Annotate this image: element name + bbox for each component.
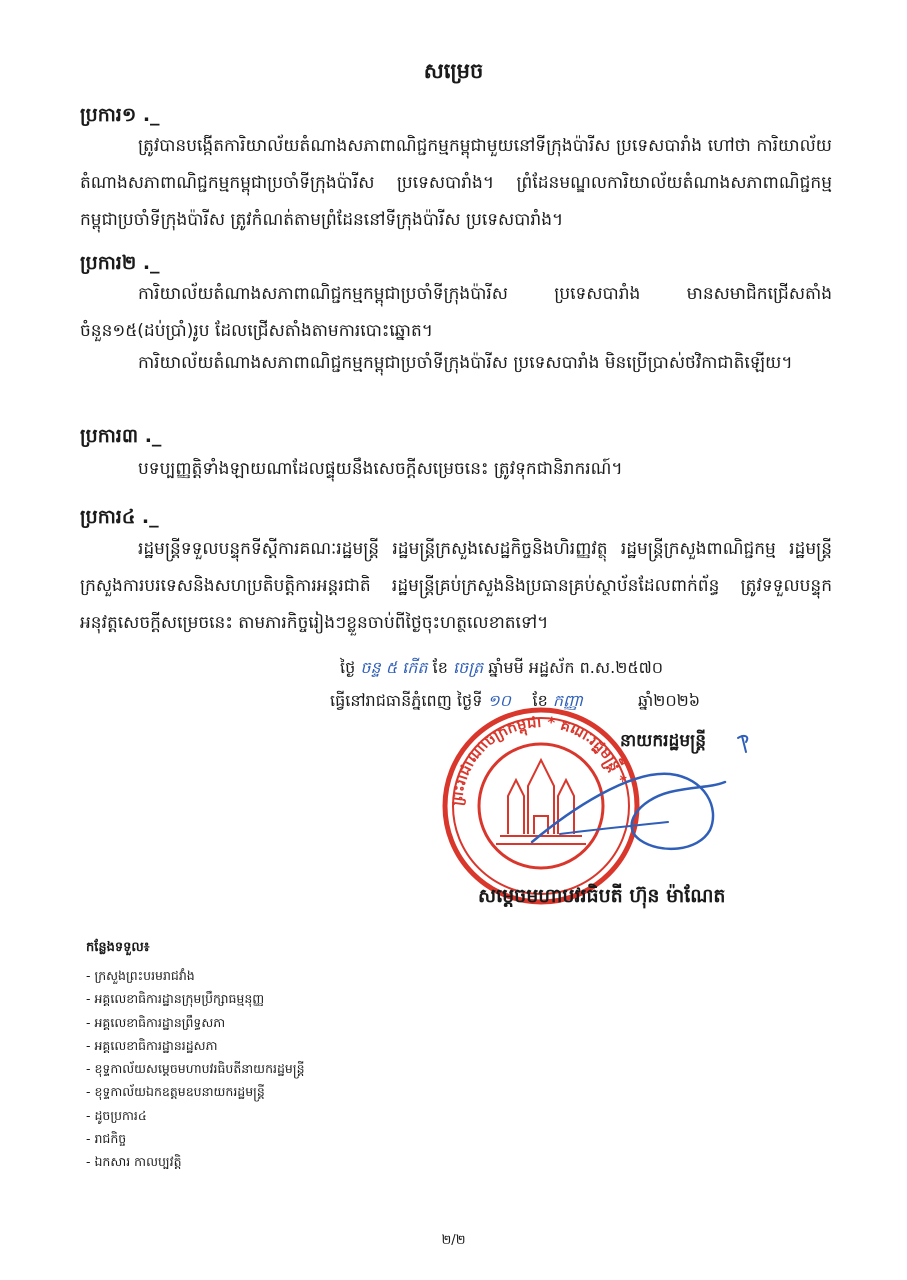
- article-4-heading: ប្រការ៤ ._: [80, 506, 159, 528]
- list-item: - ខុទ្ទកាល័យឯកឧត្តមឧបនាយករដ្ឋមន្ត្រី: [86, 1084, 265, 1100]
- lunar-date-line: ថ្ងៃ ចន្ទ ៥ កើត ខែ ចេត្រ ឆ្នាំមមី អដ្ឋស័ក ព.ស.២៥៧០: [340, 658, 664, 677]
- list-item: - អគ្គលេខាធិការដ្ឋានក្រុមប្រឹក្សាធម្មនុញ្ញ: [86, 991, 265, 1007]
- list-item: - ដូចប្រការ៤: [86, 1107, 147, 1123]
- article-2-paragraph-2: ការិយាល័យតំណាងសភាពាណិជ្ជកម្មកម្ពុជាប្រចាំទីក្រុងប៉ារីស ប្រទេសបារាំង មិនប្រើប្រាស់ថវិកាជាតិឡើយ។: [138, 353, 793, 373]
- list-item: - រាជកិច្ច: [86, 1131, 127, 1147]
- svg-text:ព្រះរាជាណាចក្រកម្ពុជា * គណៈរដ្: ព្រះរាជាណាចក្រកម្ពុជា * គណៈរដ្ឋមន្ត្រី *: [447, 712, 631, 807]
- signatory-name: សម្តេចមហាបវរធិបតី ហ៊ុន ម៉ាណែត: [478, 885, 726, 907]
- article-1-heading: ប្រការ១ ._: [80, 104, 160, 126]
- document-title: សម្រេច: [423, 59, 484, 83]
- civil-date-line: ធ្វើនៅរាជធានីភ្នំពេញ ថ្ងៃទី ១០ ខែ កញ្ញា ឆ្នាំ២០២៦: [330, 691, 701, 710]
- article-3-paragraph: បទប្បញ្ញត្តិទាំងឡាយណាដែលផ្ទុយនឹងសេចក្តីសម្រេចនេះ ត្រូវទុកជានិរាករណ៍។: [138, 459, 623, 479]
- list-item: - អគ្គលេខាធិការដ្ឋានរដ្ឋសភា: [86, 1037, 218, 1053]
- list-item: - អគ្គលេខាធិការដ្ឋានព្រឹទ្ធសភា: [86, 1014, 226, 1030]
- article-1-paragraph: ត្រូវបានបង្កើតការិយាល័យតំណាងសភាពាណិជ្ជកម្មកម្ពុជាមួយនៅទីក្រុងប៉ារីស ប្រទេសបារាំង ហៅថា ការិយាល័យតំណាងសភាពាណិជ្ជកម្មកម្ពុជាប្រចាំទីក្រុងប៉ារីស ប្រទេសបារាំង។ ព្រំដែនមណ្ឌលការិយាល័យតំណាងសភាពាណិជ្ជកម្មកម្ពុជាប្រចាំទីក្រុងប៉ារីស ត្រូវកំណត់តាមព្រំដែននៅទីក្រុងប៉ារីស ប្រទេសបារាំង។: [80, 136, 832, 230]
- article-3-heading: ប្រការ៣ ._: [80, 425, 162, 447]
- recipients-list: [86, 964, 305, 1174]
- list-item: - ក្រសួងព្រះបរមរាជវាំង: [86, 968, 195, 983]
- page-number: ២/២: [441, 1233, 466, 1248]
- recipients-title: កន្លែងទទួល៖: [86, 940, 150, 955]
- list-item: - ខុទ្ទកាល័យសម្តេចមហាបវរធិបតីនាយករដ្ឋមន្ត្រី: [86, 1061, 305, 1077]
- signatory-role: នាយករដ្ឋមន្ត្រី: [620, 731, 706, 751]
- list-item: - ឯកសារ កាលប្បវត្តិ: [86, 1154, 182, 1170]
- article-2-heading: ប្រការ២ ._: [80, 252, 160, 274]
- article-4-paragraph: រដ្ឋមន្ត្រីទទួលបន្ទុកទីស្តីការគណៈរដ្ឋមន្ត្រី រដ្ឋមន្ត្រីក្រសួងសេដ្ឋកិច្ចនិងហិរញ្ញវត្ថុ រដ្ឋមន្ត្រីក្រសួងពាណិជ្ជកម្ម រដ្ឋមន្ត្រីក្រសួងការបរទេសនិងសហប្រតិបត្តិការអន្តរជាតិ រដ្ឋមន្ត្រីគ្រប់ក្រសួងនិងប្រធានគ្រប់ស្ថាប័នដែលពាក់ព័ន្ធ ត្រូវទទួលបន្ទុកអនុវត្តសេចក្តីសម្រេចនេះ តាមភារកិច្ចរៀងៗខ្លួនចាប់ពីថ្ងៃចុះហត្ថលេខាតទៅ។: [80, 539, 832, 633]
- article-2-paragraph-1: ការិយាល័យតំណាងសភាពាណិជ្ជកម្មកម្ពុជាប្រចាំទីក្រុងប៉ារីស ប្រទេសបារាំង មានសមាជិកជ្រើសតាំងចំនួន១៥(ដប់ប្រាំ)រូប ដែលជ្រើសតាំងតាមការបោះឆ្នោត។: [80, 284, 832, 341]
